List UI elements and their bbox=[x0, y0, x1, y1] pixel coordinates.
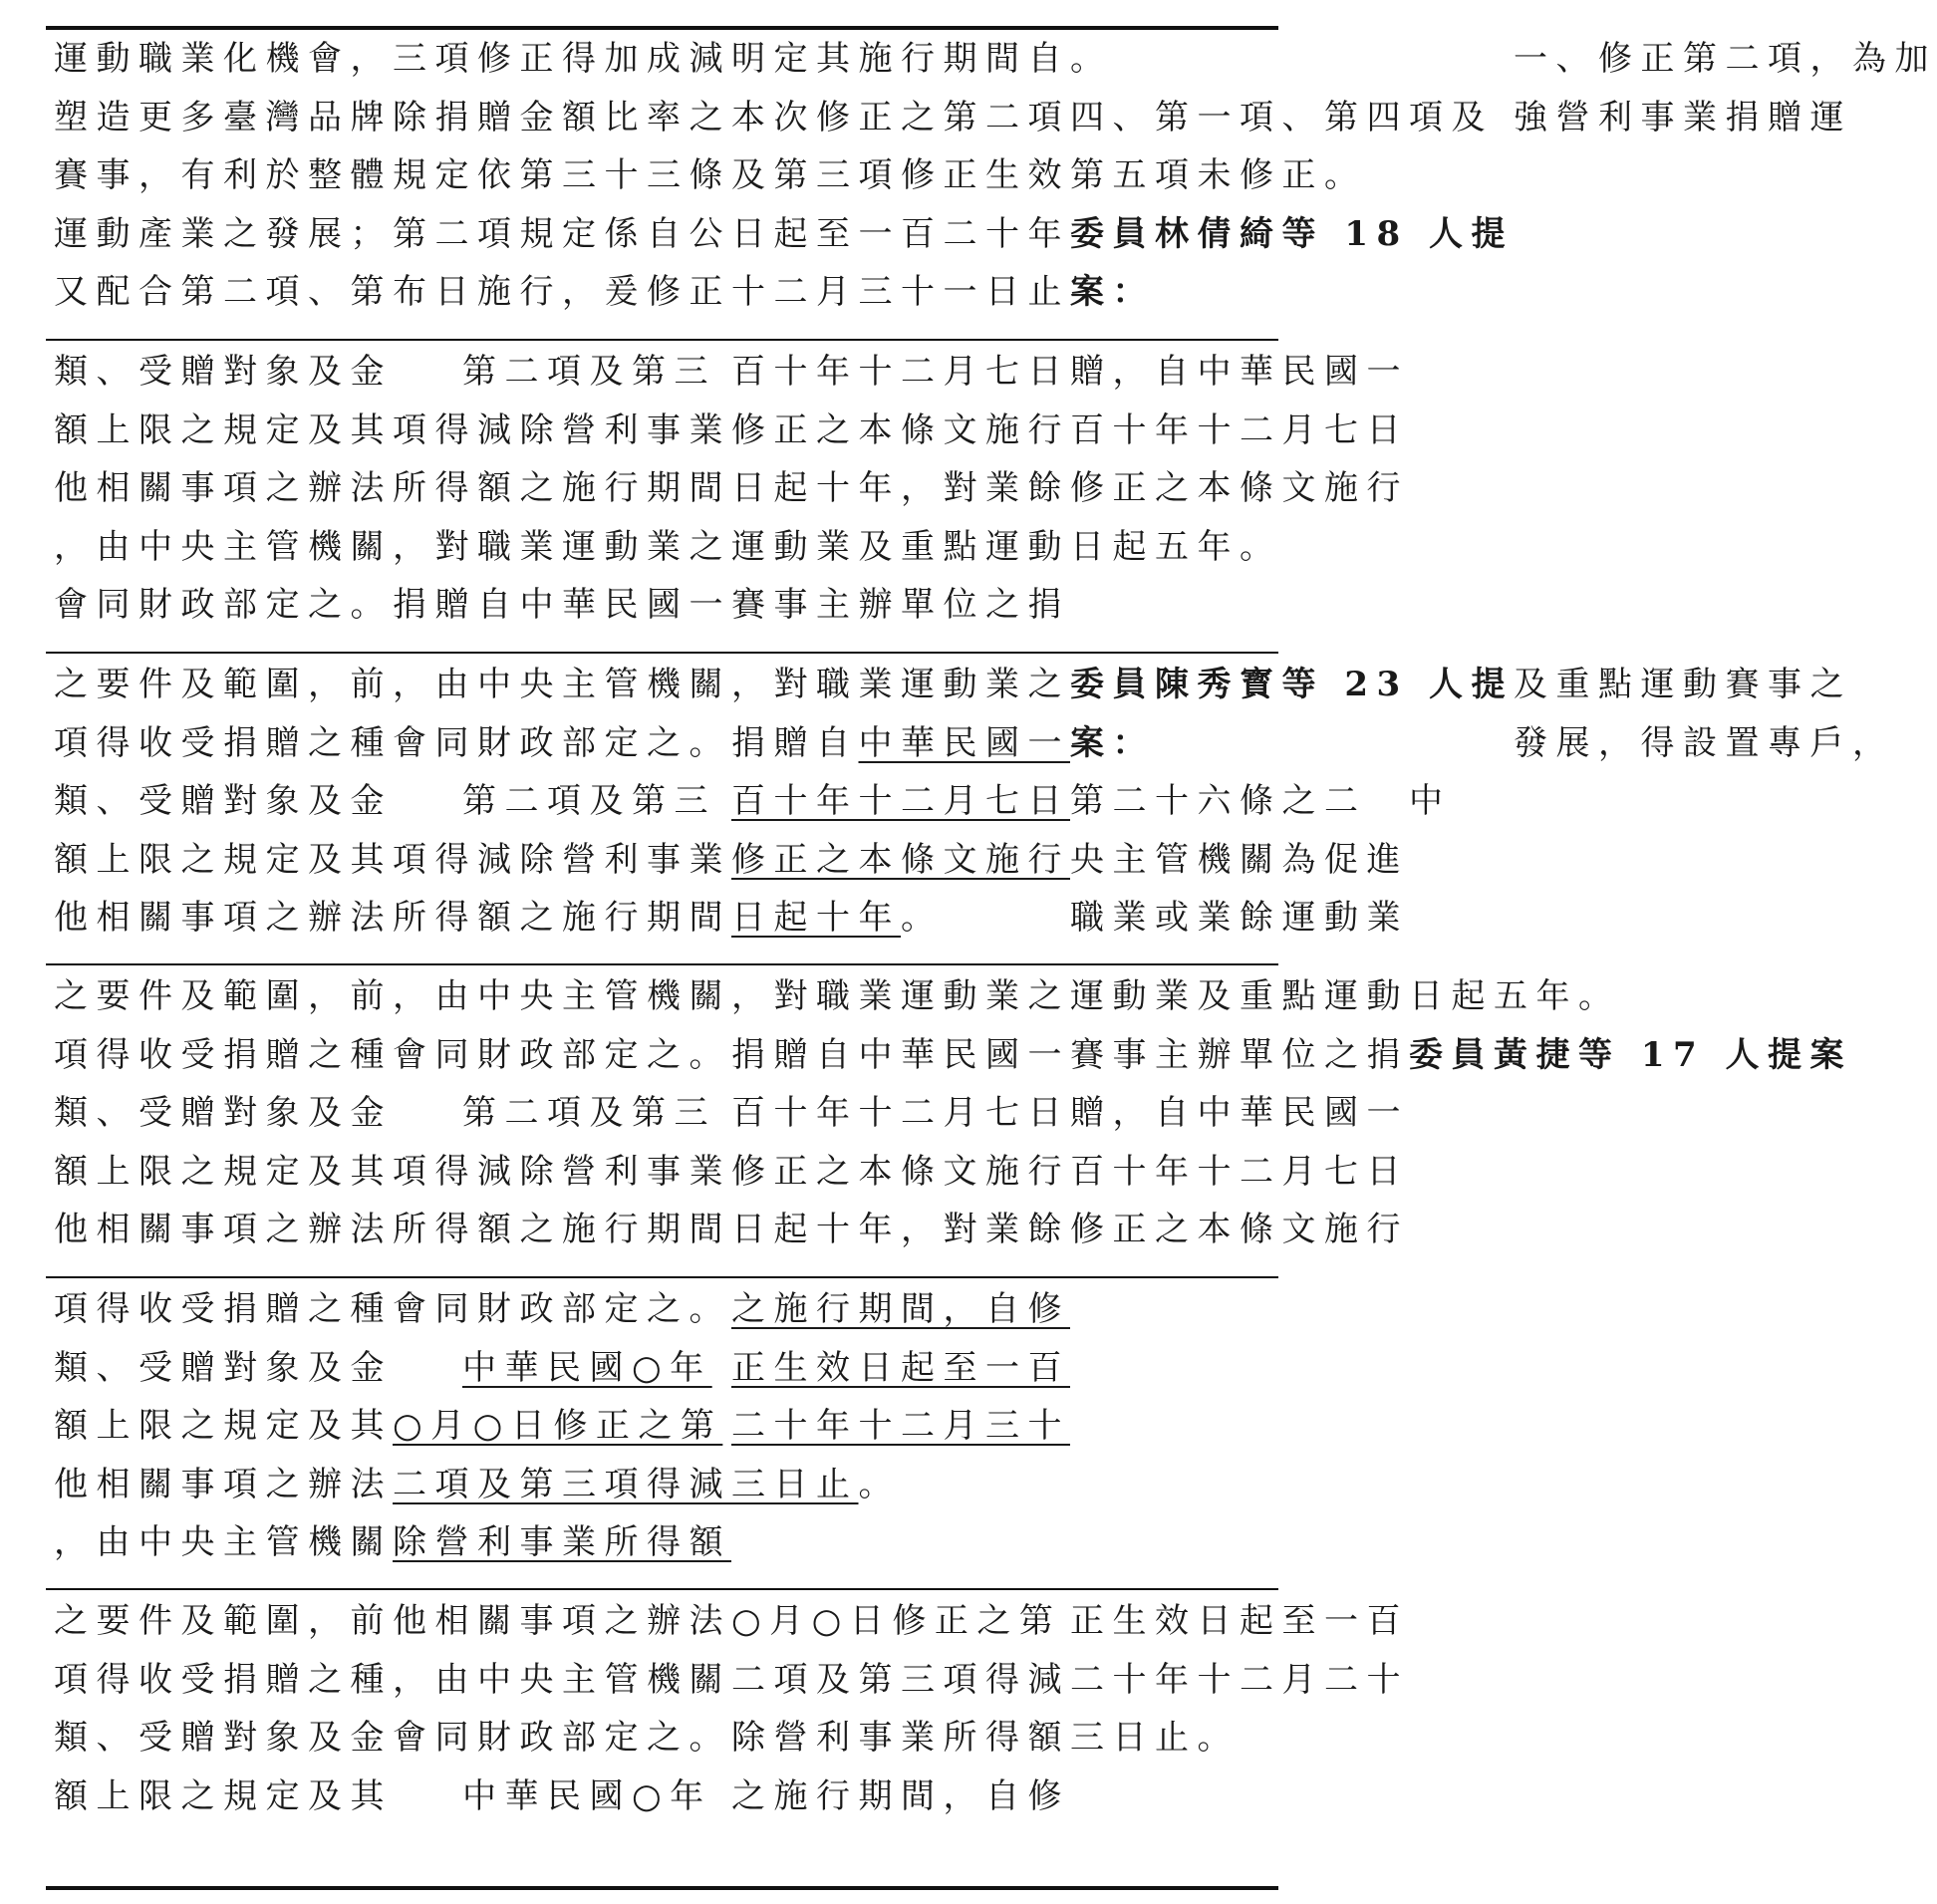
text-segment: 類、受贈對象及金 bbox=[54, 1093, 393, 1134]
text-segment: 修正之本條文施行 bbox=[731, 1151, 1070, 1192]
text-segment: 額上限之規定及其 bbox=[54, 1775, 393, 1816]
text-segment: 會同財政部定之。 bbox=[393, 1289, 731, 1329]
text-line bbox=[1070, 89, 1514, 147]
text-line bbox=[1070, 1592, 1409, 1651]
text-line bbox=[54, 576, 393, 635]
text-line bbox=[54, 30, 393, 89]
text-segment: 日起五年。 bbox=[1409, 976, 1621, 1016]
text-segment: 百十年十二月七日 bbox=[731, 1093, 1070, 1134]
text-line bbox=[1070, 1651, 1409, 1710]
text-segment: ○月○日修正之第 bbox=[731, 1601, 1062, 1641]
text-segment: 第二項及第三 bbox=[462, 781, 716, 822]
text-line bbox=[731, 343, 1070, 402]
text-segment: 之要件及範圍，前 bbox=[54, 976, 393, 1016]
text-line bbox=[1070, 459, 1409, 518]
text-segment: 三項修正得加成減 bbox=[393, 39, 731, 79]
text-line bbox=[54, 518, 393, 577]
text-line bbox=[1070, 146, 1514, 205]
text-segment: 類、受贈對象及金 bbox=[54, 1347, 393, 1388]
text-line bbox=[731, 714, 1070, 773]
text-line bbox=[393, 1026, 731, 1085]
text-segment: 所得額之施行期間 bbox=[393, 468, 731, 509]
text-segment: 及第三項修正生效 bbox=[731, 155, 1070, 196]
amended-text: 中華民國○年 bbox=[462, 1347, 712, 1388]
text-line bbox=[393, 1397, 731, 1456]
amended-text: 除營利事業所得額 bbox=[393, 1522, 731, 1563]
row-divider bbox=[46, 339, 1278, 341]
proposer-heading: 案： bbox=[1070, 272, 1155, 313]
text-segment: 明定其施行期間自 bbox=[731, 39, 1070, 79]
text-segment: 四、第一項、第四項及 bbox=[1070, 97, 1494, 137]
amended-text: 三日止 bbox=[731, 1464, 859, 1504]
text-segment: ，對職業運動業之 bbox=[731, 976, 1070, 1016]
text-segment: 他相關事項之辦法 bbox=[54, 468, 393, 509]
text-segment: 會同財政部定之。 bbox=[393, 1718, 731, 1759]
text-segment: 賽事主辦單位之捐 bbox=[731, 585, 1070, 626]
text-segment: 項得收受捐贈之種 bbox=[54, 1289, 393, 1329]
text-line bbox=[393, 1768, 731, 1826]
text-line bbox=[54, 1084, 393, 1143]
text-segment: 。 bbox=[901, 898, 944, 939]
amended-text: 百十年十二月七日 bbox=[731, 781, 1070, 822]
text-segment: 他相關事項之辦法 bbox=[393, 1601, 731, 1641]
text-line bbox=[731, 1456, 1070, 1514]
text-segment: 類、受贈對象及金 bbox=[54, 781, 393, 822]
text-segment: 之施行期間，自修 bbox=[731, 1775, 1070, 1816]
text-segment: 他相關事項之辦法 bbox=[54, 1210, 393, 1250]
text-line bbox=[393, 1513, 731, 1572]
text-segment: 之要件及範圍，前 bbox=[54, 665, 393, 704]
text-segment: ，由中央主管機關 bbox=[393, 1659, 731, 1700]
text-line bbox=[54, 1768, 393, 1826]
text-segment: 強營利事業捐贈運 bbox=[1514, 97, 1852, 137]
text-segment: 賽事主辦單位之捐 bbox=[1070, 1034, 1409, 1075]
text-line bbox=[1070, 889, 1514, 948]
text-segment: 贈，自中華民國一 bbox=[1070, 1093, 1409, 1134]
text-line bbox=[731, 263, 1070, 322]
proposer-heading: 案： bbox=[1070, 722, 1155, 763]
text-line bbox=[731, 1084, 1070, 1143]
text-line bbox=[393, 772, 731, 831]
text-line bbox=[731, 1143, 1070, 1202]
text-segment: 百十年十二月七日 bbox=[1070, 409, 1409, 450]
text-line bbox=[393, 1592, 731, 1651]
text-line bbox=[731, 459, 1070, 518]
text-line bbox=[731, 967, 1070, 1026]
text-segment: 本次修正之第二項 bbox=[731, 97, 1070, 137]
text-line bbox=[54, 343, 393, 402]
text-segment: 塑造更多臺灣品牌 bbox=[54, 97, 393, 137]
text-segment: 會同財政部定之。 bbox=[54, 585, 393, 626]
text-band bbox=[54, 1280, 1271, 1585]
text-line bbox=[54, 1651, 393, 1710]
text-line bbox=[1070, 1709, 1409, 1768]
text-segment: 運動業及重點運動 bbox=[731, 526, 1070, 567]
text-line bbox=[1514, 89, 1937, 147]
text-line bbox=[1070, 714, 1514, 773]
text-line bbox=[54, 889, 393, 948]
text-line bbox=[393, 1280, 731, 1339]
text-line bbox=[54, 1201, 393, 1259]
text-line bbox=[731, 402, 1070, 460]
text-segment: 運動職業化機會， bbox=[54, 39, 393, 79]
text-line bbox=[54, 1592, 393, 1651]
text-line bbox=[393, 656, 731, 714]
text-line bbox=[393, 263, 731, 322]
text-line bbox=[54, 1456, 393, 1514]
text-segment: 項得減除營利事業 bbox=[393, 1151, 731, 1192]
text-line bbox=[1070, 772, 1514, 831]
text-segment: 項得減除營利事業 bbox=[393, 839, 731, 880]
text-segment: 二十年十二月二十 bbox=[1070, 1659, 1409, 1700]
text-segment: 除營利事業所得額 bbox=[731, 1718, 1070, 1759]
text-line bbox=[393, 967, 731, 1026]
text-segment: 正生效日起至一百 bbox=[1070, 1601, 1409, 1641]
text-line bbox=[1514, 714, 1895, 773]
text-segment: 第二項規定係自公 bbox=[393, 213, 731, 254]
text-band bbox=[54, 656, 1895, 960]
text-segment: 職業或業餘運動業 bbox=[1070, 898, 1409, 939]
text-segment: 項得收受捐贈之種 bbox=[54, 722, 393, 763]
text-line bbox=[393, 146, 731, 205]
text-line bbox=[393, 889, 731, 948]
text-segment: 額上限之規定及其 bbox=[54, 1406, 393, 1447]
text-line bbox=[54, 402, 393, 460]
text-segment: 二項及第三項得減 bbox=[731, 1659, 1070, 1700]
amended-text: 日起十年 bbox=[731, 898, 901, 939]
text-segment: ，由中央主管機關 bbox=[393, 976, 731, 1016]
text-line bbox=[54, 1143, 393, 1202]
text-line bbox=[54, 714, 393, 773]
text-segment: 日起至一百二十年 bbox=[731, 213, 1070, 254]
text-line bbox=[731, 656, 1070, 714]
text-segment: 類、受贈對象及金 bbox=[54, 352, 393, 392]
amended-text: ○月○日修正之第 bbox=[393, 1406, 723, 1447]
text-line bbox=[54, 263, 393, 322]
text-segment: 日起十年，對業餘 bbox=[731, 468, 1070, 509]
text-line bbox=[1070, 30, 1514, 89]
text-segment: 所得額之施行期間 bbox=[393, 1210, 731, 1250]
text-segment: 捐贈自中華民國一 bbox=[393, 585, 731, 626]
text-band bbox=[54, 1592, 1409, 1883]
text-segment: 他相關事項之辦法 bbox=[54, 1464, 393, 1504]
row-divider bbox=[46, 1588, 1278, 1590]
text-segment: 一、修正第二項，為加 bbox=[1514, 39, 1937, 79]
text-segment: ，由中央主管機關 bbox=[393, 665, 731, 704]
text-segment: 運動業及重點運動 bbox=[1070, 976, 1409, 1016]
text-line bbox=[731, 1397, 1070, 1456]
text-line bbox=[1070, 656, 1514, 714]
text-line bbox=[393, 1084, 731, 1143]
text-line bbox=[731, 30, 1070, 89]
text-line bbox=[393, 1456, 731, 1514]
text-line bbox=[1070, 205, 1514, 264]
text-segment: ，對職業運動業之 bbox=[393, 526, 731, 567]
text-segment: 之要件及範圍，前 bbox=[54, 1601, 393, 1641]
text-line bbox=[731, 1768, 1070, 1826]
text-segment: 項得收受捐贈之種 bbox=[54, 1659, 393, 1700]
text-line bbox=[393, 402, 731, 460]
text-line bbox=[1070, 1143, 1409, 1202]
text-segment: 發展，得設置專戶， bbox=[1514, 722, 1895, 763]
amended-text: 二項及第三項得減 bbox=[393, 1464, 731, 1504]
text-segment: 會同財政部定之。 bbox=[393, 1034, 731, 1075]
text-segment: 及重點運動賽事之 bbox=[1514, 665, 1852, 704]
text-line bbox=[1514, 656, 1895, 714]
text-segment: 所得額之施行期間 bbox=[393, 898, 731, 939]
text-line bbox=[393, 576, 731, 635]
amended-text: 之施行期間，自修 bbox=[731, 1289, 1070, 1329]
text-line bbox=[54, 205, 393, 264]
text-segment: 修正之本條文施行 bbox=[1070, 1210, 1409, 1250]
text-segment: 贈，自中華民國一 bbox=[1070, 352, 1409, 392]
text-line bbox=[393, 343, 731, 402]
text-segment: 捐贈自中華民國一 bbox=[731, 1034, 1070, 1075]
text-line bbox=[54, 1397, 393, 1456]
text-line bbox=[54, 146, 393, 205]
amended-text: 中華民國一 bbox=[858, 722, 1070, 763]
text-line bbox=[393, 1339, 731, 1398]
text-segment: 修正之本條文施行 bbox=[731, 409, 1070, 450]
text-band bbox=[54, 30, 1937, 335]
text-line bbox=[393, 1143, 731, 1202]
text-line bbox=[54, 89, 393, 147]
text-line bbox=[731, 1339, 1070, 1398]
text-segment: 賽事，有利於整體 bbox=[54, 155, 393, 196]
text-line bbox=[393, 30, 731, 89]
text-segment: 百十年十二月七日 bbox=[731, 352, 1070, 392]
text-segment: ，由中央主管機關 bbox=[54, 526, 393, 567]
text-line bbox=[731, 1709, 1070, 1768]
text-line bbox=[731, 1026, 1070, 1085]
text-segment: 捐贈自 bbox=[731, 722, 859, 763]
text-segment: 中華民國○年 bbox=[462, 1775, 712, 1816]
text-segment: 。 bbox=[1070, 39, 1113, 79]
text-line bbox=[1514, 30, 1937, 89]
text-segment: 又配合第二項、第 bbox=[54, 272, 393, 313]
text-segment: 他相關事項之辦法 bbox=[54, 898, 393, 939]
amended-text: 二十年十二月三十 bbox=[731, 1406, 1070, 1447]
proposer-heading: 委員林倩綺等 18 人提 bbox=[1070, 213, 1514, 254]
text-line bbox=[731, 576, 1070, 635]
amended-text: 正生效日起至一百 bbox=[731, 1347, 1070, 1388]
text-segment: 日起十年，對業餘 bbox=[731, 1210, 1070, 1250]
text-segment: ，對職業運動業之 bbox=[731, 665, 1070, 704]
row-divider bbox=[46, 652, 1278, 654]
text-segment: 。 bbox=[858, 1464, 901, 1504]
proposer-heading: 委員陳秀寳等 23 人提 bbox=[1070, 665, 1514, 704]
text-line bbox=[1070, 831, 1514, 890]
text-line bbox=[1409, 1026, 1852, 1085]
text-line bbox=[54, 831, 393, 890]
text-line bbox=[1070, 402, 1409, 460]
text-segment: 百十年十二月七日 bbox=[1070, 1151, 1409, 1192]
text-segment: 規定依第三十三條 bbox=[393, 155, 731, 196]
text-line bbox=[393, 1709, 731, 1768]
text-line bbox=[1070, 1026, 1409, 1085]
text-segment: 項得收受捐贈之種 bbox=[54, 1034, 393, 1075]
text-band bbox=[54, 343, 1409, 648]
text-line bbox=[54, 1513, 393, 1572]
proposer-heading: 委員黃捷等 17 人提案 bbox=[1409, 1034, 1852, 1075]
text-line bbox=[731, 89, 1070, 147]
text-segment: 修正之本條文施行 bbox=[1070, 468, 1409, 509]
text-line bbox=[1070, 518, 1409, 577]
text-segment: 三日止。 bbox=[1070, 1718, 1240, 1759]
text-line bbox=[731, 518, 1070, 577]
text-line bbox=[1070, 263, 1514, 322]
text-segment: 第二項及第三 bbox=[462, 352, 716, 392]
text-segment: ，由中央主管機關 bbox=[54, 1522, 393, 1563]
text-segment: 第二十六條之二 中 bbox=[1070, 781, 1452, 822]
text-segment: 十二月三十一日止 bbox=[731, 272, 1070, 313]
text-line bbox=[393, 518, 731, 577]
text-line bbox=[731, 1280, 1070, 1339]
text-segment: 運動產業之發展； bbox=[54, 213, 393, 254]
text-segment: 除捐贈金額比率之 bbox=[393, 97, 731, 137]
text-line bbox=[1070, 967, 1409, 1026]
row-divider bbox=[46, 963, 1278, 965]
text-line bbox=[54, 967, 393, 1026]
text-segment: 央主管機關為促進 bbox=[1070, 839, 1409, 880]
text-segment: 會同財政部定之。 bbox=[393, 722, 731, 763]
text-line bbox=[54, 772, 393, 831]
text-segment: 項得減除營利事業 bbox=[393, 409, 731, 450]
amended-text: 修正之本條文施行 bbox=[731, 839, 1070, 880]
text-line bbox=[54, 1280, 393, 1339]
text-segment: 第五項未修正。 bbox=[1070, 155, 1367, 196]
text-line bbox=[731, 772, 1070, 831]
text-line bbox=[54, 656, 393, 714]
text-line bbox=[731, 205, 1070, 264]
text-line bbox=[731, 1651, 1070, 1710]
bottom-border bbox=[46, 1886, 1278, 1890]
text-line bbox=[393, 831, 731, 890]
text-line bbox=[1070, 1201, 1409, 1259]
text-line bbox=[731, 889, 1070, 948]
text-line bbox=[393, 89, 731, 147]
row-divider bbox=[46, 1276, 1278, 1278]
text-line bbox=[54, 1339, 393, 1398]
text-line bbox=[393, 714, 731, 773]
text-segment: 日起五年。 bbox=[1070, 526, 1282, 567]
text-line bbox=[54, 1709, 393, 1768]
text-line bbox=[393, 1201, 731, 1259]
text-line bbox=[393, 459, 731, 518]
text-line bbox=[731, 831, 1070, 890]
text-line bbox=[1409, 967, 1852, 1026]
text-band bbox=[54, 967, 1852, 1272]
text-segment: 布日施行，爰修正 bbox=[393, 272, 731, 313]
text-segment: 第二項及第三 bbox=[462, 1093, 716, 1134]
text-line bbox=[393, 1651, 731, 1710]
text-segment: 額上限之規定及其 bbox=[54, 1151, 393, 1192]
text-line bbox=[393, 205, 731, 264]
text-line bbox=[54, 1026, 393, 1085]
text-segment: 類、受贈對象及金 bbox=[54, 1718, 393, 1759]
text-line bbox=[1070, 1084, 1409, 1143]
text-line bbox=[1070, 343, 1409, 402]
text-segment: 額上限之規定及其 bbox=[54, 409, 393, 450]
text-line bbox=[54, 459, 393, 518]
text-line bbox=[731, 146, 1070, 205]
text-line bbox=[731, 1592, 1070, 1651]
text-segment: 額上限之規定及其 bbox=[54, 839, 393, 880]
text-line bbox=[731, 1201, 1070, 1259]
